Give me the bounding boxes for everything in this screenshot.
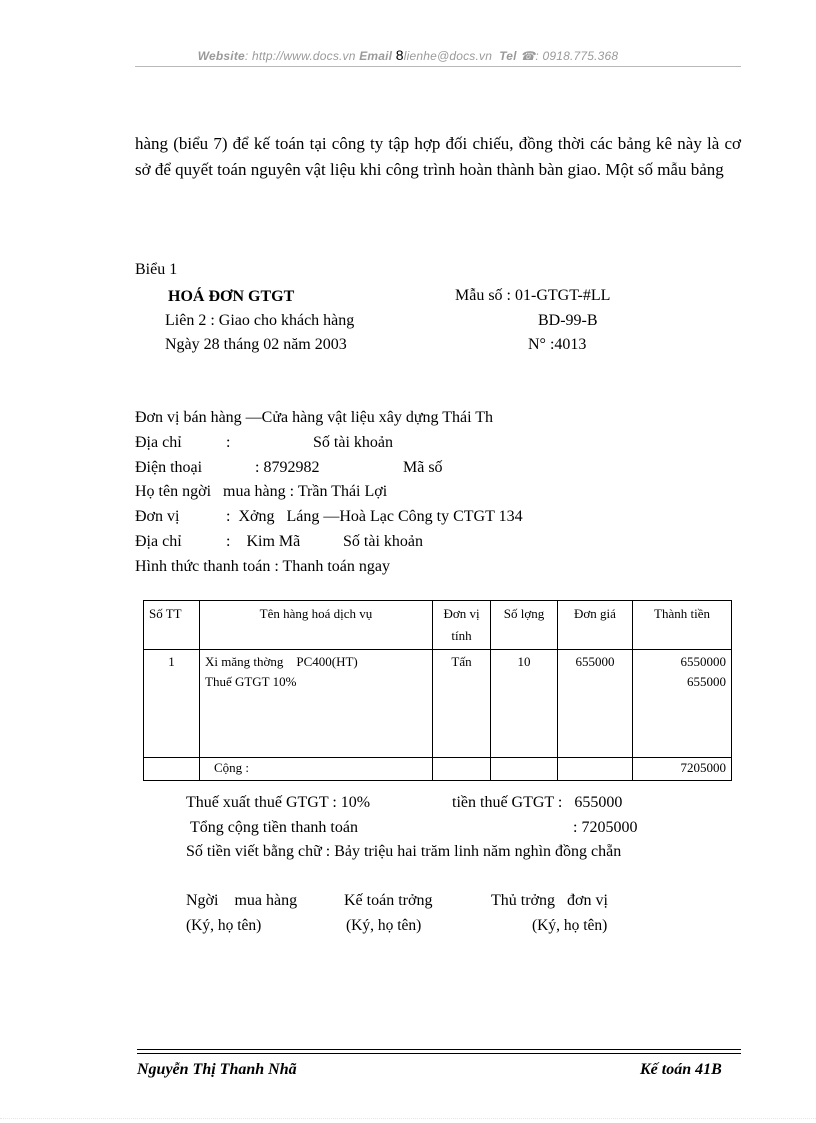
vat-rate: Thuế xuất thuế GTGT : 10% [186,794,371,811]
footer-author: Nguyễn Thị Thanh Nhã [137,1061,297,1078]
email-prefix: 8 [395,47,404,63]
item-name-line1: Xi măng thờng PC400(HT) [205,654,358,669]
footer-divider-second [137,1053,741,1054]
amount-line1: 6550000 [680,654,726,669]
signature-head: Thủ trởng đơn vị [491,892,608,909]
form-number: Mẫu số : 01-GTGT-#LL [455,287,611,304]
email-label: Email [359,49,393,63]
tel-label: Tel [499,49,517,63]
footer-class: Kế toán 41B [640,1061,722,1078]
signature-head-note: (Ký, họ tên) [532,917,608,934]
email-address[interactable]: lienhe@docs.vn [403,49,493,63]
series: BD-99-B [538,312,598,329]
phone-icon: ☎ [520,49,536,63]
header-stt: Số TT [144,601,200,650]
invoice-table [143,600,732,781]
invoice-number: N° :4013 [528,336,587,353]
page-edge [0,1118,816,1119]
table-header-row [144,601,732,650]
buyer-unit-label: Đơn vị [135,508,180,525]
amount-line2: 655000 [687,674,726,689]
form-label: Biểu 1 [135,261,178,278]
buyer-account-label: Số tài khoản [343,533,423,550]
payment-method: Hình thức thanh toán : Thanh toán ngay [135,558,390,575]
header-unit: Đơn vị tính [433,601,491,650]
tel-value: : 0918.775.368 [535,49,619,63]
total-row [144,758,732,781]
table-row [144,650,732,758]
invoice-title: HOÁ ĐƠN GTGT [168,288,295,305]
signature-accountant-note: (Ký, họ tên) [346,917,422,934]
cell-unit: Tấn [433,650,491,758]
seller-tax-code-label: Mã số [403,459,443,476]
grand-total-label: Tổng cộng tiền thanh toán [190,819,358,836]
header-unit-price: Đơn giá [558,601,633,650]
footer-divider [137,1049,741,1050]
seller-name-line: Đơn vị bán hàng —Cửa hàng vật liệu xây dựng Thái Th [135,409,494,426]
header-item-name: Tên hàng hoá dịch vụ [200,601,433,650]
buyer-unit-value: : Xởng Láng —Hoà Lạc Công ty CTGT 134 [226,508,523,525]
signature-buyer-note: (Ký, họ tên) [186,917,262,934]
vat-amount: tiền thuế GTGT : 655000 [452,794,623,811]
copy-line: Liên 2 : Giao cho khách hàng [165,312,355,329]
cell-item-name [200,650,433,758]
signature-buyer: Ngời mua hàng [186,892,298,909]
cell-amount [633,650,732,758]
seller-address-colon: : [226,434,231,451]
website-url[interactable]: : http://www.docs.vn [244,49,356,63]
header-amount: Thành tiền [633,601,732,650]
amount-in-words: Số tiền viết bằng chữ : Bảy triệu hai trăm linh năm nghìn đồng chẵn [186,843,622,860]
buyer-name-line: Họ tên ngời mua hàng : Trần Thái Lợi [135,483,388,500]
buyer-address-value: : Kim Mã [226,533,301,550]
header-divider [135,66,741,67]
total-label: Cộng : [200,758,433,781]
cell-unit-price: 655000 [558,650,633,758]
signature-accountant: Kế toán trởng [344,892,433,909]
seller-address-label: Địa chỉ [135,434,182,451]
total-value: 7205000 [633,758,732,781]
seller-phone-value: : 8792982 [255,459,320,476]
grand-total-value: : 7205000 [573,819,638,836]
item-name-line2: Thuế GTGT 10% [205,674,297,689]
buyer-address-label: Địa chỉ [135,533,182,550]
page-header [0,47,816,63]
cell-quantity: 10 [491,650,558,758]
website-label: Website [197,49,245,63]
invoice-date: Ngày 28 tháng 02 năm 2003 [165,336,347,353]
cell-stt: 1 [144,650,200,758]
seller-account-label: Số tài khoản [313,434,393,451]
intro-paragraph: hàng (biểu 7) để kế toán tại công ty tập hợp đối chiếu, đồng thời các bảng kê này là cơ sở để quyết toán nguyên vật liệu khi công trình hoàn thành bàn giao. Một số mẫu bảng [135,134,741,179]
header-quantity: Số lợng [491,601,558,650]
seller-phone-label: Điện thoại [135,459,203,476]
